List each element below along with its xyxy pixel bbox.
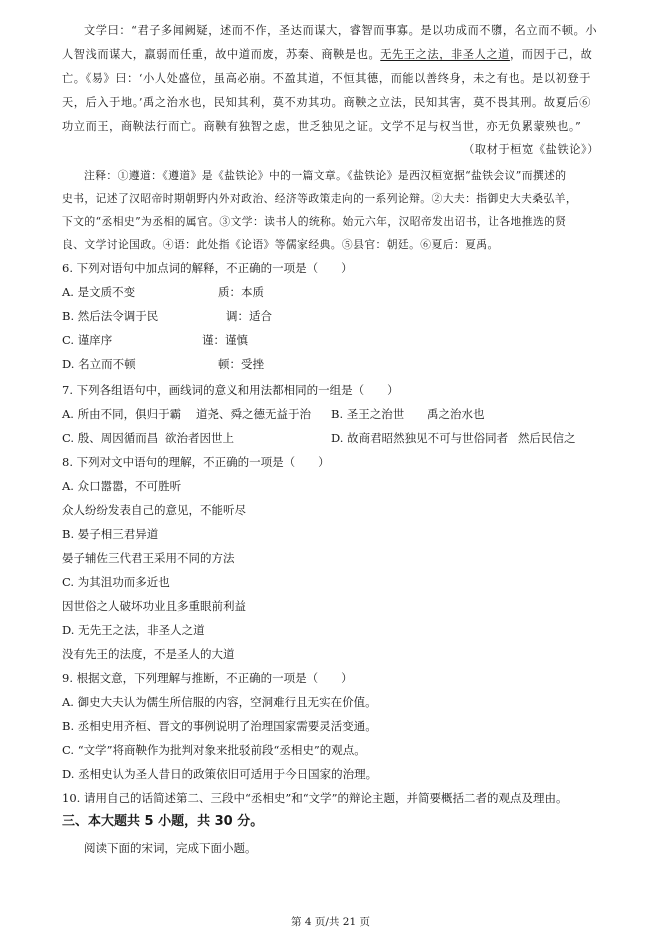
q6-option-d: D. 名立而不顿 [62,357,136,371]
passage-line-5: 功立而王，商鞅法行而亡。商鞅有独智之虑，世乏独见之证。文学不足与权当世，亦无负累蒙殃也。” [62,120,582,133]
q6-option-b: B. 然后法令调于民 [62,309,159,323]
q7-option-c-1: C. 殷、周因循而昌 [62,431,159,445]
q7-option-b-2: 禹之治水也 [427,407,485,421]
q8-option-c-explanation: 因世俗之人破坏功业且多重眼前利益 [62,599,246,613]
underlined-sentence: 无先王之法，非圣人之道 [380,48,510,61]
question-6-stem: 6. 下列对语句中加点词的解释，不正确的一项是（ ） [62,261,353,275]
section-3-instruction: 阅读下面的宋词，完成下面小题。 [84,841,257,855]
q7-option-b-1: B. 圣王之治世 [331,407,405,421]
q8-option-c: C. 为其沮功而多近也 [62,575,170,589]
q7-option-a-2: 道尧、舜之德无益于治 [196,407,311,421]
q7-option-d-1: D. 故商君昭然独见不可与世俗同者 [331,431,509,445]
q6-option-c-gloss: 谨：谨慎 [202,333,248,347]
page-number: 第 4 页/共 21 页 [291,916,370,928]
source-citation: （取材于桓宽《盐铁论》） [463,143,599,156]
q8-option-d: D. 无先王之法，非圣人之道 [62,623,205,637]
q8-option-a-explanation: 众人纷纷发表自己的意见，不能听尽 [62,503,246,517]
question-7-stem: 7. 下列各组语句中，画线词的意义和用法都相同的一组是（ ） [62,383,399,397]
q9-option-c: C. “文学”将商鞅作为批判对象来批驳前段“丞相史”的观点。 [62,743,366,757]
q8-option-a: A. 众口嚣嚣，不可胜听 [62,479,182,493]
q8-option-b-explanation: 晏子辅佐三代君王采用不同的方法 [62,551,235,565]
section-3-heading: 三、本大题共 5 小题，共 30 分。 [62,814,264,829]
q7-option-c-2: 欲治者因世上 [165,431,234,445]
q9-option-b: B. 丞相史用齐桓、晋文的事例说明了治理国家需要灵活变通。 [62,719,377,733]
passage-line-3: 亡。《易》曰：‘小人处盛位，虽高必崩。不盈其道，不恒其德，而能以善终身，未之有也。是以初登于 [62,72,591,85]
notes-line-3: 下文的“丞相史”为丞相的属官。③文学：读书人的统称。始元六年，汉昭帝发出诏书，让各地推选的贤 [62,215,567,228]
notes-line-4: 良、文学讨论国政。④语：此处指《论语》等儒家经典。⑤县官：朝廷。⑥夏后：夏禹。 [62,238,499,251]
notes-line-2: 史书，记述了汉昭帝时期朝野内外对政治、经济等政策走向的一系列论辩。②大夫：指御史大夫桑弘羊， [62,192,578,205]
question-10-stem: 10. 请用自己的话简述第二、三段中“丞相史”和“文学”的辩论主题，并简要概括二者的观点及理由。 [62,791,568,805]
q8-option-d-explanation: 没有先王的法度，不是圣人的大道 [62,647,235,661]
q7-option-d-2: 然后民信之 [518,431,576,445]
q6-option-a: A. 是文质不变 [62,285,136,299]
q9-option-d: D. 丞相史认为圣人昔日的政策依旧可适用于今日国家的治理。 [62,767,378,781]
passage-line-2-a: 人智浅而谋大，羸弱而任重，故中道而废，苏秦、商鞅是也。 [62,48,381,61]
q6-option-d-gloss: 顿：受挫 [218,357,264,371]
q6-option-b-gloss: 调：适合 [226,309,272,323]
q6-option-a-gloss: 质：本质 [218,285,264,299]
q7-option-a-1: A. 所由不同，俱归于霸 [62,407,182,421]
passage-line-2 [62,48,592,62]
question-8-stem: 8. 下列对文中语句的理解，不正确的一项是（ ） [62,455,330,469]
passage-line-2-b: ，而因于己，故 [509,48,593,61]
q9-option-a: A. 御史大夫认为儒生所信服的内容，空洞难行且无实在价值。 [62,695,377,709]
notes-line-1: 注释：①遵道：《遵道》是《盐铁论》中的一篇文章。《盐铁论》是西汉桓宽据“盐铁会议”而撰述的 [84,169,567,182]
q8-option-b: B. 晏子相三君异道 [62,527,159,541]
q6-option-c: C. 谨庠序 [62,333,113,347]
passage-line-1: 文学曰：“君子多闻阙疑，述而不作，圣达而谋大，睿智而事寡。是以功成而不隳，名立而不顿。小 [84,24,598,37]
passage-line-4: 天，后入于地。’禹之治水也，民知其利，莫不劝其功。商鞅之立法，民知其害，莫不畏其刑。故夏后⑥ [62,96,591,109]
question-9-stem: 9. 根据文意，下列理解与推断，不正确的一项是（ ） [62,671,353,685]
